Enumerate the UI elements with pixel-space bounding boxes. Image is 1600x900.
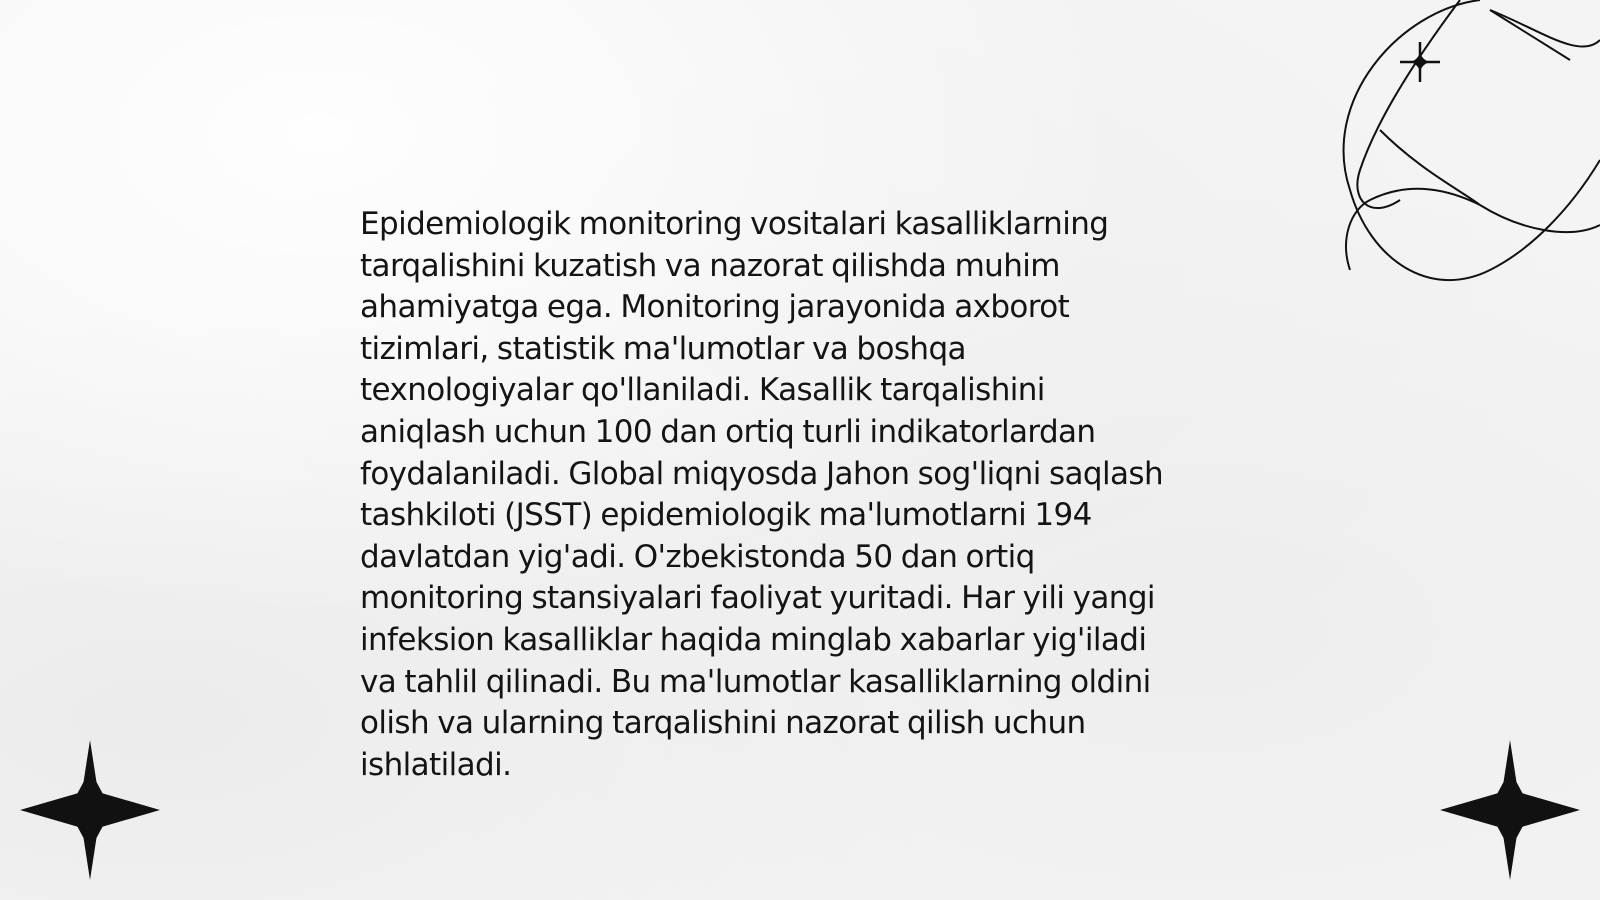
paragraph-line: tizimlari, statistik ma'lumotlar va boshqa [360,330,966,367]
paragraph-line: monitoring stansiyalari faoliyat yuritadi. Har yili yangi [360,580,1155,617]
body-paragraph [360,204,1260,786]
paragraph-line: ishlatiladi. [360,746,512,783]
paragraph-line: tashkiloti (JSST) epidemiologik ma'lumotlarni 194 [360,497,1092,534]
paragraph-line: va tahlil qilinadi. Bu ma'lumotlar kasalliklarning oldini [360,663,1151,700]
four-point-star-icon [1440,740,1580,880]
paragraph-line: infeksion kasalliklar haqida minglab xabarlar yig'iladi [360,621,1147,658]
paragraph-line: aniqlash uchun 100 dan ortiq turli indikatorlardan [360,413,1096,450]
paragraph-line: foydalaniladi. Global miqyosda Jahon sog'liqni saqlash [360,455,1164,492]
paragraph-line: davlatdan yig'adi. O'zbekistonda 50 dan ortiq [360,538,1035,575]
four-point-star-icon [20,740,160,880]
paragraph-line: Epidemiologik monitoring vositalari kasalliklarning [360,206,1109,242]
paragraph-line: tarqalishini kuzatish va nazorat qilishda muhim [360,247,1060,284]
paragraph-line: texnologiyalar qo'llaniladi. Kasallik tarqalishini [360,372,1045,409]
paragraph-line: olish va ularning tarqalishini nazorat qilish uchun [360,705,1086,742]
paragraph-line: ahamiyatga ega. Monitoring jarayonida axborot [360,289,1070,326]
orbit-sparkle-icon [1340,0,1600,290]
